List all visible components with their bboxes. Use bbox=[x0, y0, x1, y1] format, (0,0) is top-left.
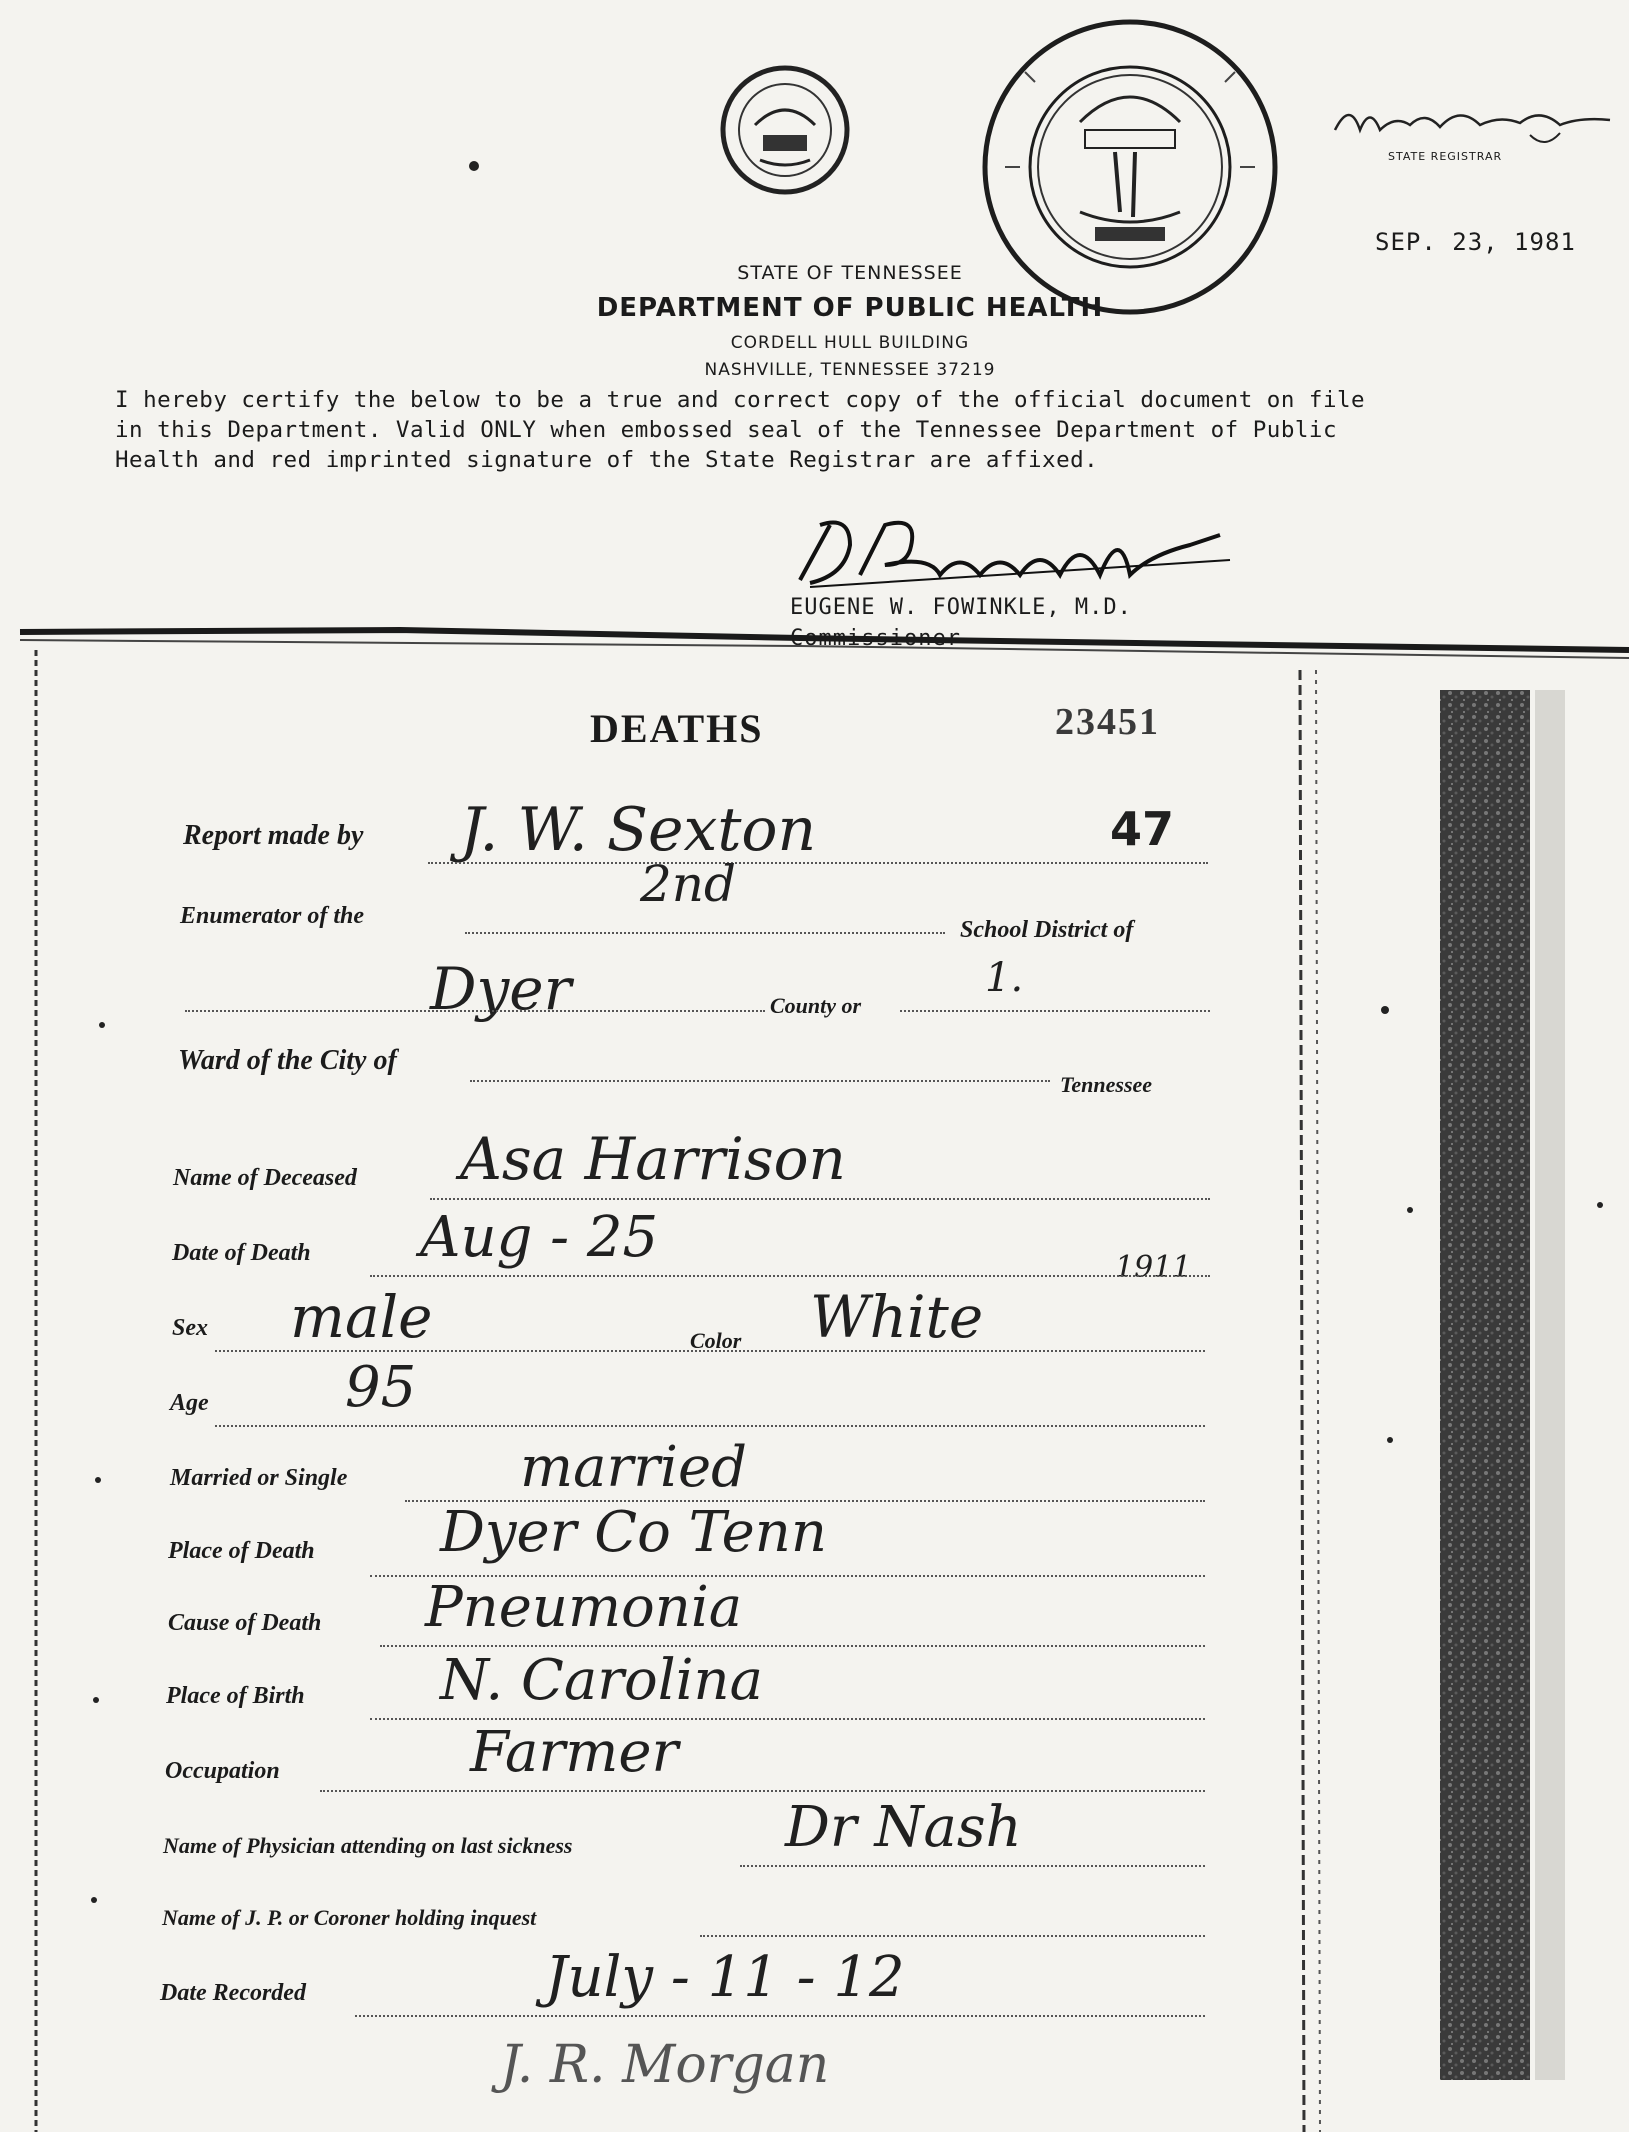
value-marital: married bbox=[520, 1435, 747, 1500]
label-age: Age bbox=[170, 1390, 209, 1416]
label-school-district: School District of bbox=[960, 917, 1134, 943]
registration-date: SEP. 23, 1981 bbox=[1375, 228, 1576, 256]
value-color: White bbox=[810, 1283, 984, 1351]
commissioner-title: Commissioner bbox=[790, 626, 961, 651]
label-county: County or bbox=[770, 993, 862, 1018]
label-sex: Sex bbox=[172, 1315, 208, 1341]
value-place-of-birth: N. Carolina bbox=[440, 1648, 764, 1713]
label-marital: Married or Single bbox=[170, 1465, 348, 1491]
value-date-recorded: July - 11 - 12 bbox=[545, 1945, 905, 2010]
commissioner-name: EUGENE W. FOWINKLE, M.D. bbox=[790, 595, 1132, 620]
label-place-of-death: Place of Death bbox=[168, 1538, 315, 1564]
label-ward: Ward of the City of bbox=[178, 1045, 397, 1076]
label-name: Name of Deceased bbox=[173, 1165, 357, 1191]
label-coroner: Name of J. P. or Coroner holding inquest bbox=[162, 1905, 537, 1930]
label-report-made-by: Report made by bbox=[183, 820, 364, 851]
value-county: Dyer bbox=[430, 955, 572, 1023]
label-date-of-death: Date of Death bbox=[172, 1240, 311, 1266]
value-death-year: 1911 bbox=[1115, 1250, 1192, 1285]
clerk-signature: J. R. Morgan bbox=[500, 2035, 830, 2095]
label-enumerator: Enumerator of the bbox=[180, 903, 365, 929]
state-name: STATE OF TENNESSEE bbox=[737, 262, 963, 284]
value-cause: Pneumonia bbox=[425, 1575, 743, 1640]
value-name: Asa Harrison bbox=[460, 1125, 846, 1193]
value-enumerator: 2nd bbox=[640, 855, 737, 913]
value-county-district: 1. bbox=[985, 955, 1024, 1001]
card-title: DEATHS bbox=[590, 706, 764, 751]
value-sex: male bbox=[290, 1283, 433, 1351]
value-place-of-death: Dyer Co Tenn bbox=[440, 1500, 827, 1565]
value-age: 95 bbox=[345, 1355, 417, 1420]
building-name: CORDELL HULL BUILDING bbox=[730, 333, 970, 353]
value-date-of-death: Aug - 25 bbox=[420, 1205, 659, 1270]
label-physician: Name of Physician attending on last sickness bbox=[163, 1833, 573, 1858]
label-date-recorded: Date Recorded bbox=[160, 1980, 306, 2006]
label-color: Color bbox=[690, 1328, 742, 1353]
label-tennessee: Tennessee bbox=[1060, 1072, 1153, 1097]
certification-text: I hereby certify the below to be a true and correct copy of the official document on file in this Department. Valid ONLY when embossed seal of the Tennessee Department of Public Health and red imprinted signature of the State Registrar are affixed. bbox=[115, 387, 1366, 473]
value-physician: Dr Nash bbox=[785, 1795, 1022, 1860]
department-name: DEPARTMENT OF PUBLIC HEALTH bbox=[596, 293, 1104, 323]
value-report-made-by: J. W. Sexton bbox=[460, 795, 817, 865]
value-occupation: Farmer bbox=[470, 1720, 679, 1785]
label-place-of-birth: Place of Birth bbox=[166, 1683, 305, 1709]
city-address: NASHVILLE, TENNESSEE 37219 bbox=[704, 360, 996, 380]
record-number: 23451 bbox=[1055, 701, 1160, 743]
label-cause: Cause of Death bbox=[168, 1610, 322, 1636]
value-report-number: 47 bbox=[1110, 802, 1175, 856]
label-occupation: Occupation bbox=[165, 1758, 280, 1784]
registrar-label: STATE REGISTRAR bbox=[1388, 150, 1503, 163]
